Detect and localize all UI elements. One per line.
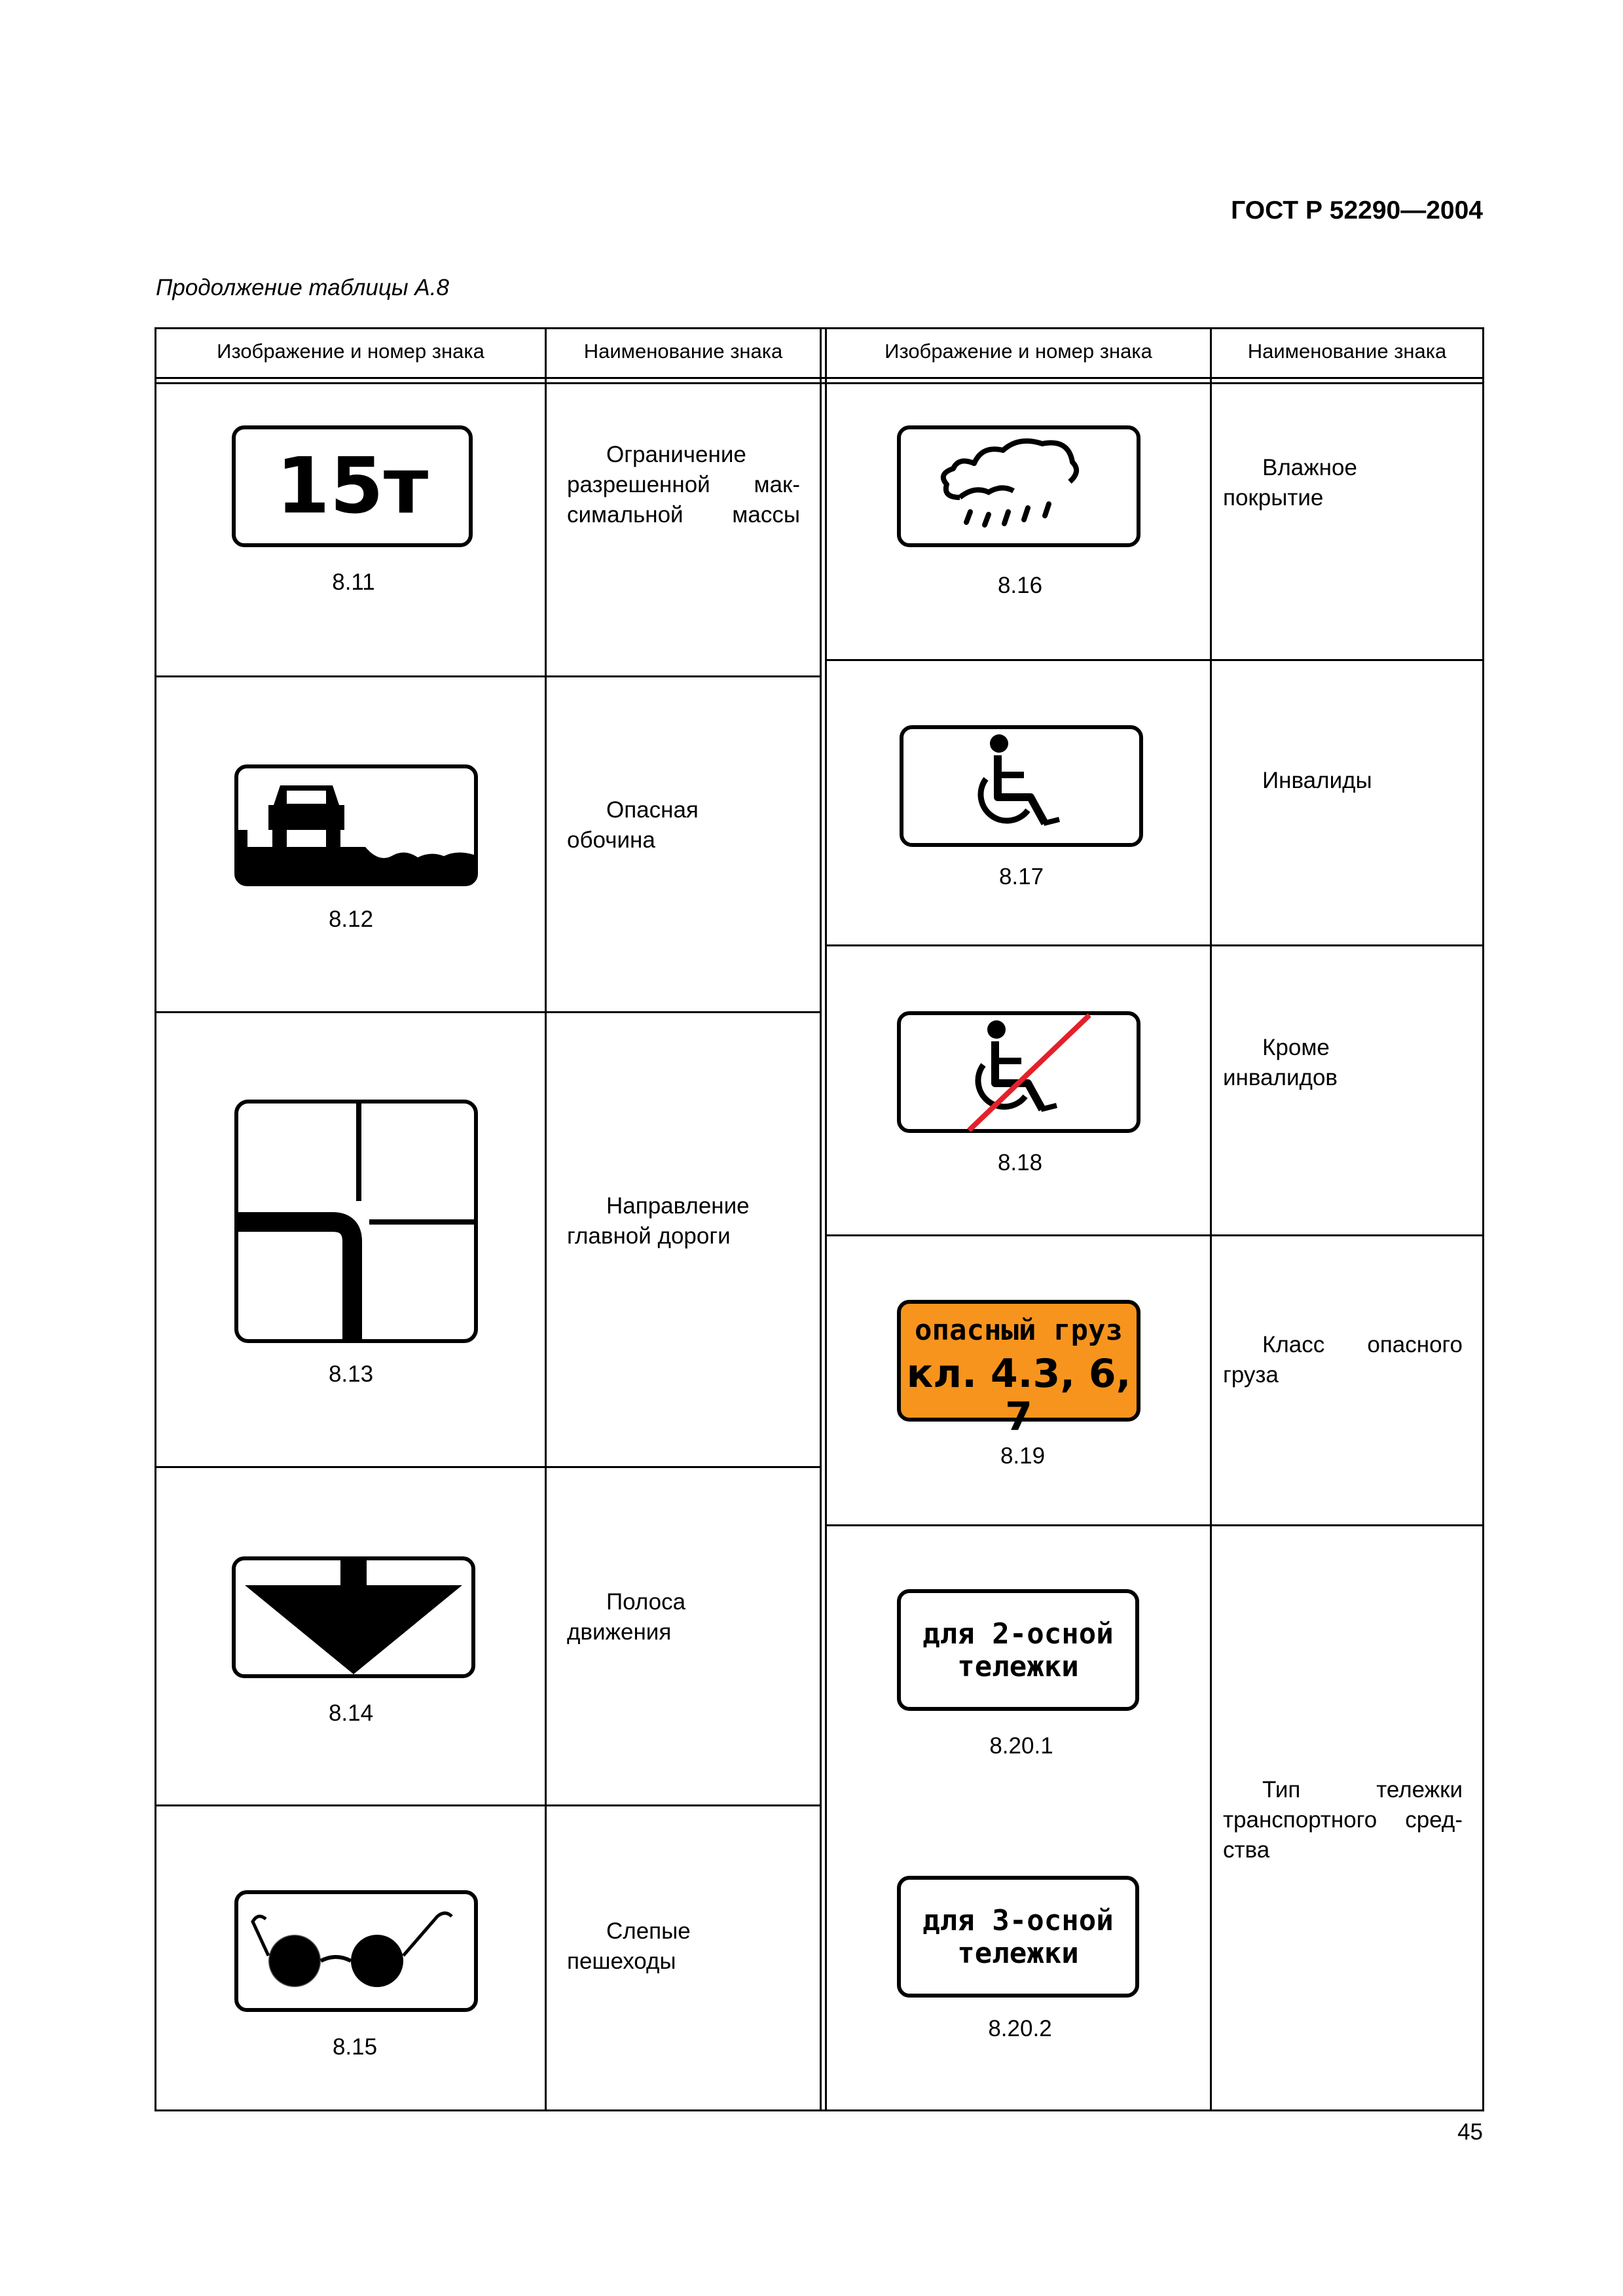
column-header-image: Изображение и номер знака bbox=[217, 340, 484, 363]
sign-name: Слепые пешеходы bbox=[567, 1918, 691, 1974]
bogie-type-3-axle-sign bbox=[897, 1876, 1139, 1998]
weight-limit-sign bbox=[232, 425, 473, 547]
sign-number: 8.18 bbox=[997, 1150, 1043, 1175]
column-header-name: Наименование знака bbox=[1247, 340, 1447, 363]
sign-number: 8.12 bbox=[328, 906, 374, 932]
sign-text: для 3-осной bbox=[922, 1904, 1114, 1937]
page-number: 45 bbox=[1457, 2119, 1483, 2145]
sign-text: для 2-осной bbox=[922, 1617, 1114, 1651]
sign-name: Опасная обочина bbox=[567, 797, 699, 853]
blind-pedestrians-glasses-sign bbox=[234, 1890, 478, 2012]
traffic-lane-arrow-sign bbox=[232, 1556, 475, 1678]
sign-number: 8.16 bbox=[997, 573, 1043, 598]
except-disabled-sign bbox=[897, 1011, 1140, 1133]
sign-name: Направление главной дороги bbox=[567, 1193, 750, 1249]
sign-name: Кроме инвалидов bbox=[1223, 1035, 1338, 1090]
bogie-type-2-axle-sign bbox=[897, 1589, 1139, 1711]
sign-name: Класс опасного груза bbox=[1223, 1332, 1463, 1388]
sign-number: 8.20.2 bbox=[988, 2016, 1052, 2041]
sign-name: Тип тележки транспортного сред- ства bbox=[1223, 1777, 1463, 1863]
dangerous-cargo-class-sign bbox=[897, 1300, 1140, 1440]
table-caption: Продолжение таблицы А.8 bbox=[156, 275, 449, 300]
wheelchair-sign bbox=[900, 725, 1143, 847]
sign-text: кл. 4.3, 6, 7 bbox=[906, 1351, 1131, 1440]
column-header-image: Изображение и номер знака bbox=[884, 340, 1152, 363]
sign-number: 8.19 bbox=[1000, 1443, 1046, 1469]
sign-name: Влажное покрытие bbox=[1223, 455, 1357, 511]
sign-name: Полоса движения bbox=[567, 1589, 686, 1645]
sign-text: тележки bbox=[957, 1650, 1079, 1683]
sign-number: 8.13 bbox=[328, 1361, 374, 1387]
sign-number: 8.17 bbox=[998, 864, 1044, 889]
sign-name: Ограничение разрешенной мак- симальной массы bbox=[567, 442, 800, 528]
wet-surface-cloud-sign bbox=[897, 425, 1140, 547]
sign-text: тележки bbox=[957, 1937, 1079, 1970]
sign-name: Инвалиды bbox=[1262, 768, 1372, 793]
main-road-direction-sign bbox=[234, 1100, 478, 1343]
sign-number: 8.14 bbox=[328, 1700, 374, 1726]
sign-number: 8.11 bbox=[332, 569, 375, 595]
column-header-name: Наименование знака bbox=[583, 340, 783, 363]
sign-number: 8.15 bbox=[332, 2034, 378, 2060]
dangerous-shoulder-sign bbox=[234, 764, 478, 886]
sign-number: 8.20.1 bbox=[989, 1733, 1053, 1759]
document-code: ГОСТ Р 52290—2004 bbox=[1231, 196, 1483, 224]
sign-text: 15т bbox=[276, 440, 429, 531]
sign-text: опасный груз bbox=[915, 1314, 1123, 1347]
